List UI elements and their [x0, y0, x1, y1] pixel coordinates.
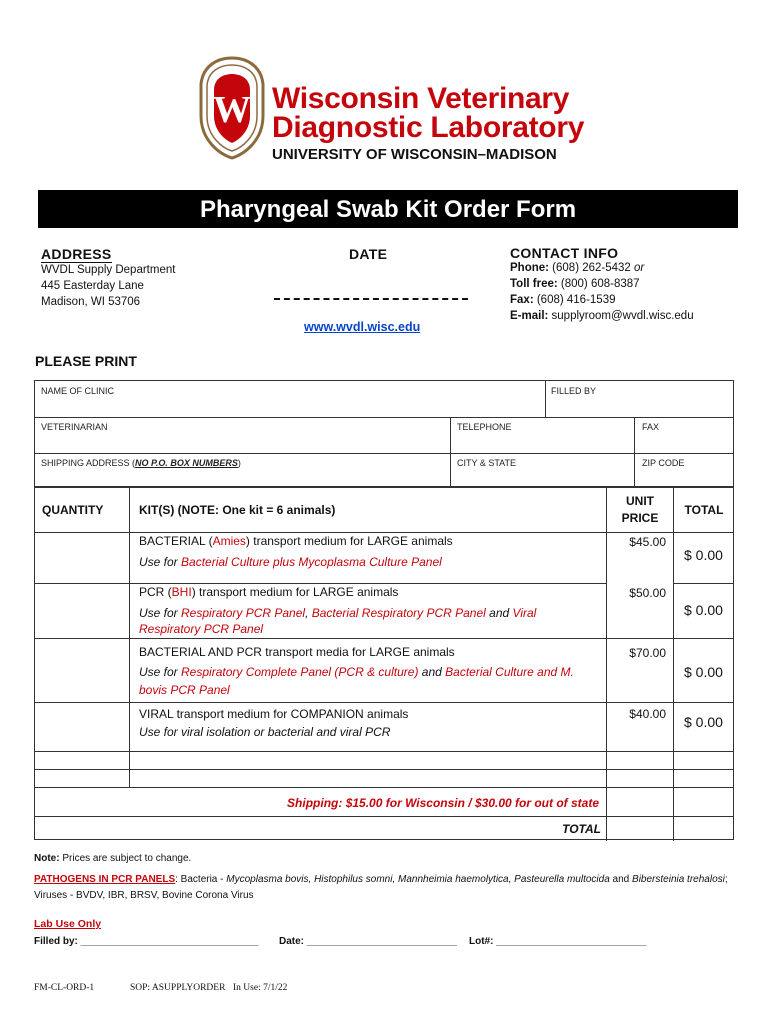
lab-date-field[interactable]: Date: ___________________________: [279, 936, 457, 947]
row-total: $ 0.00: [684, 714, 723, 730]
table-divider: [35, 769, 733, 770]
address-line: Madison, WI 53706: [41, 296, 141, 308]
address-line: 445 Easterday Lane: [41, 280, 144, 292]
quantity-input[interactable]: [35, 533, 129, 583]
table-divider: [35, 816, 733, 817]
contact-phone: [510, 262, 644, 274]
kit-description: BACTERIAL AND PCR transport media for LARGE animals: [139, 645, 455, 659]
phone-value: (608) 262-5432: [548, 262, 635, 274]
clinic-label: NAME OF CLINIC: [41, 386, 115, 396]
tollfree-value: (800) 608-8387: [557, 278, 640, 290]
lab-lot-field[interactable]: Lot#: ___________________________: [469, 936, 647, 947]
email-label: E-mail:: [510, 310, 549, 322]
form-title: Pharyngeal Swab Kit Order Form: [38, 190, 738, 228]
zip-field[interactable]: [635, 454, 733, 487]
quantity-input[interactable]: [35, 639, 129, 702]
table-divider: [35, 638, 733, 639]
clinic-name-field[interactable]: [35, 381, 545, 417]
city-state-field[interactable]: [451, 454, 634, 487]
city-state-label: CITY & STATE: [457, 458, 517, 468]
logo-name-line1: Wisconsin Veterinary: [272, 82, 570, 115]
veterinarian-label: VETERINARIAN: [41, 422, 108, 432]
telephone-label: TELEPHONE: [457, 422, 512, 432]
tollfree-label: Toll free:: [510, 278, 558, 290]
price-note: Note: Prices are subject to change.: [34, 853, 192, 864]
kit-description: VIRAL transport medium for COMPANION animals: [139, 707, 409, 721]
logo-university: UNIVERSITY OF WISCONSIN–MADISON: [272, 146, 557, 163]
date-heading: DATE: [349, 246, 388, 262]
unit-price: $40.00: [629, 707, 666, 721]
svg-text:W: W: [213, 89, 251, 131]
filled-by-label: FILLED BY: [551, 386, 597, 396]
address-heading: ADDRESS: [41, 246, 112, 262]
contact-heading: CONTACT INFO: [510, 245, 619, 261]
contact-fax: [510, 294, 616, 306]
grand-total-label: TOTAL: [562, 822, 601, 836]
col-kits: KIT(S) (NOTE: One kit = 6 animals): [139, 503, 336, 517]
fax-label: Fax:: [510, 294, 534, 306]
kit-description: BACTERIAL (Amies) transport medium for LARGE animals: [139, 534, 453, 548]
lab-use-heading: Lab Use Only: [34, 918, 102, 930]
unit-price: $50.00: [629, 586, 666, 600]
col-quantity: QUANTITY: [42, 503, 104, 517]
website-link[interactable]: www.wvdl.wisc.edu: [304, 320, 421, 334]
quantity-input[interactable]: [35, 584, 129, 638]
please-print-heading: PLEASE PRINT: [35, 353, 137, 369]
logo-name-line2: Diagnostic Laboratory: [272, 111, 585, 144]
kit-use: Use for Respiratory PCR Panel, Bacterial Respiratory PCR Panel and Viral Respiratory PCR Panel: [139, 606, 537, 636]
email-value: supplyroom@wvdl.wisc.edu: [548, 310, 694, 322]
telephone-field[interactable]: [451, 418, 634, 453]
col-total: TOTAL: [684, 503, 724, 517]
filled-by-field[interactable]: [546, 381, 734, 417]
table-divider: [673, 583, 733, 584]
in-use-date: In Use: 7/1/22: [233, 983, 288, 993]
contact-tollfree: [510, 278, 640, 290]
phone-or: or: [634, 262, 645, 274]
table-divider: [35, 751, 733, 752]
contact-email: [510, 310, 694, 322]
shipping-address-field[interactable]: [35, 454, 450, 487]
kit-use: Use for Bacterial Culture plus Mycoplasma Culture Panel: [139, 555, 442, 569]
fax-value: (608) 416-1539: [533, 294, 616, 306]
veterinarian-field[interactable]: [35, 418, 450, 453]
unit-price: $45.00: [629, 535, 666, 549]
table-divider: [673, 488, 674, 841]
fax-field[interactable]: [635, 418, 733, 453]
table-divider: [35, 702, 733, 703]
uw-crest-logo: [197, 56, 267, 160]
table-divider: [35, 787, 733, 788]
pathogens-bacteria: PATHOGENS IN PCR PANELS: Bacteria - Mycoplasma bovis, Histophilus somni, Mannheimia haemolytica, Pasteurella multocida and Bibersteinia trehalosi;: [34, 874, 728, 885]
fax-field-label: FAX: [642, 422, 660, 432]
row-total: $ 0.00: [684, 602, 723, 618]
clinic-info-grid: [34, 380, 734, 487]
col-unit-price: UNIT PRICE: [621, 494, 659, 525]
shipping-note: Shipping: $15.00 for Wisconsin / $30.00 for out of state: [287, 796, 599, 810]
shipping-label: SHIPPING ADDRESS (NO P.O. BOX NUMBERS): [41, 458, 241, 468]
form-code: FM-CL-ORD-1: [34, 983, 95, 993]
kit-description: PCR (BHI) transport medium for LARGE animals: [139, 585, 399, 599]
lab-filled-by-field[interactable]: Filled by: ________________________________: [34, 936, 259, 947]
row-total: $ 0.00: [684, 547, 723, 563]
row-total: $ 0.00: [684, 664, 723, 680]
table-divider: [606, 488, 607, 841]
quantity-input[interactable]: [35, 703, 129, 751]
kit-use: Use for Respiratory Complete Panel (PCR & culture) and Bacterial Culture and M. bovis PCR Panel: [139, 665, 574, 697]
unit-price: $70.00: [629, 646, 666, 660]
table-divider: [35, 532, 733, 533]
pathogens-viruses: Viruses - BVDV, IBR, BRSV, Bovine Corona Virus: [34, 890, 254, 901]
zip-label: ZIP CODE: [642, 458, 685, 468]
order-table: [34, 487, 734, 840]
sop-code: SOP: ASUPPLYORDER: [130, 983, 226, 993]
phone-label: Phone:: [510, 262, 549, 274]
kit-use: Use for viral isolation or bacterial and viral PCR: [139, 725, 391, 739]
date-input-line[interactable]: [274, 298, 468, 300]
address-line: WVDL Supply Department: [41, 264, 176, 276]
